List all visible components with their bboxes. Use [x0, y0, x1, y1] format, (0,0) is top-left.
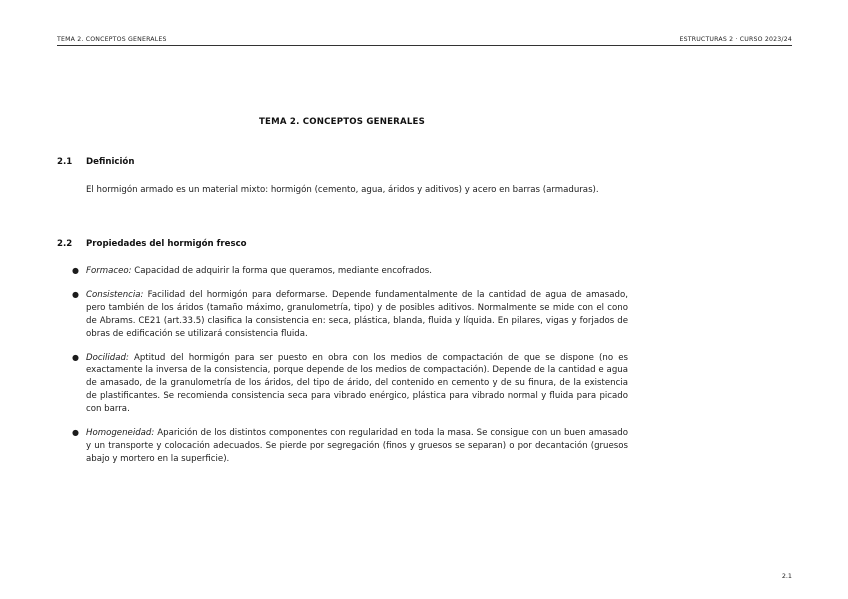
definition-paragraph: El hormigón armado es un material mixto: hormigón (cemento, agua, áridos y aditivos) y acero en barras (armaduras).	[86, 185, 599, 195]
property-description: Capacidad de adquirir la forma que queramos, mediante encofrados.	[131, 266, 432, 276]
properties-list	[72, 265, 628, 477]
section-heading-propiedades	[57, 239, 247, 249]
property-description: Aparición de los distintos componentes con regularidad en toda la masa. Se consigue con un buen amasado y un transporte y colocación adecuados. Se pierde por segregación (finos y gruesos se separan) o por decantación (gruesos abajo y mortero en la superficie).	[86, 428, 628, 464]
running-header-right: ESTRUCTURAS 2 · CURSO 2023/24	[679, 36, 792, 43]
bullet-icon: ●	[72, 428, 79, 438]
section-number: 2.1	[57, 157, 73, 167]
list-item-consistencia	[72, 289, 628, 341]
section-title: Propiedades del hormigón fresco	[86, 239, 247, 249]
page-title: TEMA 2. CONCEPTOS GENERALES	[259, 117, 425, 127]
property-term: Consistencia:	[86, 289, 144, 300]
property-term: Formaceo:	[86, 266, 132, 276]
running-header-left: TEMA 2. CONCEPTOS GENERALES	[57, 36, 167, 43]
property-description: Facilidad del hormigón para deformarse. Depende fundamentalmente de la cantidad de agua de amasado, pero también de los áridos (tamaño máximo, granulometría, tipo) y de posibles aditivos. Normalmente se mide con el cono de Abrams. CE21 (art.33.5) clasifica la consistencia en: seca, plástica, blanda, fluida y líquida. En pilares, vigas y forjados de obras de edificación se utilizará consistencia fluida.	[86, 289, 628, 339]
section-heading-definicion	[57, 157, 134, 167]
list-item-formaceo	[72, 265, 628, 278]
property-term: Docilidad:	[86, 352, 129, 363]
property-description: Aptitud del hormigón para ser puesto en obra con los medios de compactación de que se dispone (no es exactamente la inversa de la consistencia, porque depende de los medios de compactación). Depende de la cantidad e agua de amasado, de la granulometría de los áridos, del tipo de árido, del contenido en cemento y de su finura, de la existencia de plastificantes. Se recomienda consistencia seca para vibrado enérgico, plástica para vibrado normal y fluida para picado con barra.	[86, 352, 628, 415]
section-number: 2.2	[57, 239, 73, 249]
list-item-docilidad	[72, 352, 628, 417]
page-number: 2.1	[781, 572, 792, 580]
property-term: Homogeneidad:	[86, 428, 155, 439]
header-divider	[57, 45, 792, 46]
bullet-icon: ●	[72, 352, 79, 362]
bullet-icon: ●	[72, 289, 79, 299]
bullet-icon: ●	[72, 266, 79, 275]
list-item-homogeneidad	[72, 427, 628, 466]
section-title: Definición	[86, 157, 135, 167]
